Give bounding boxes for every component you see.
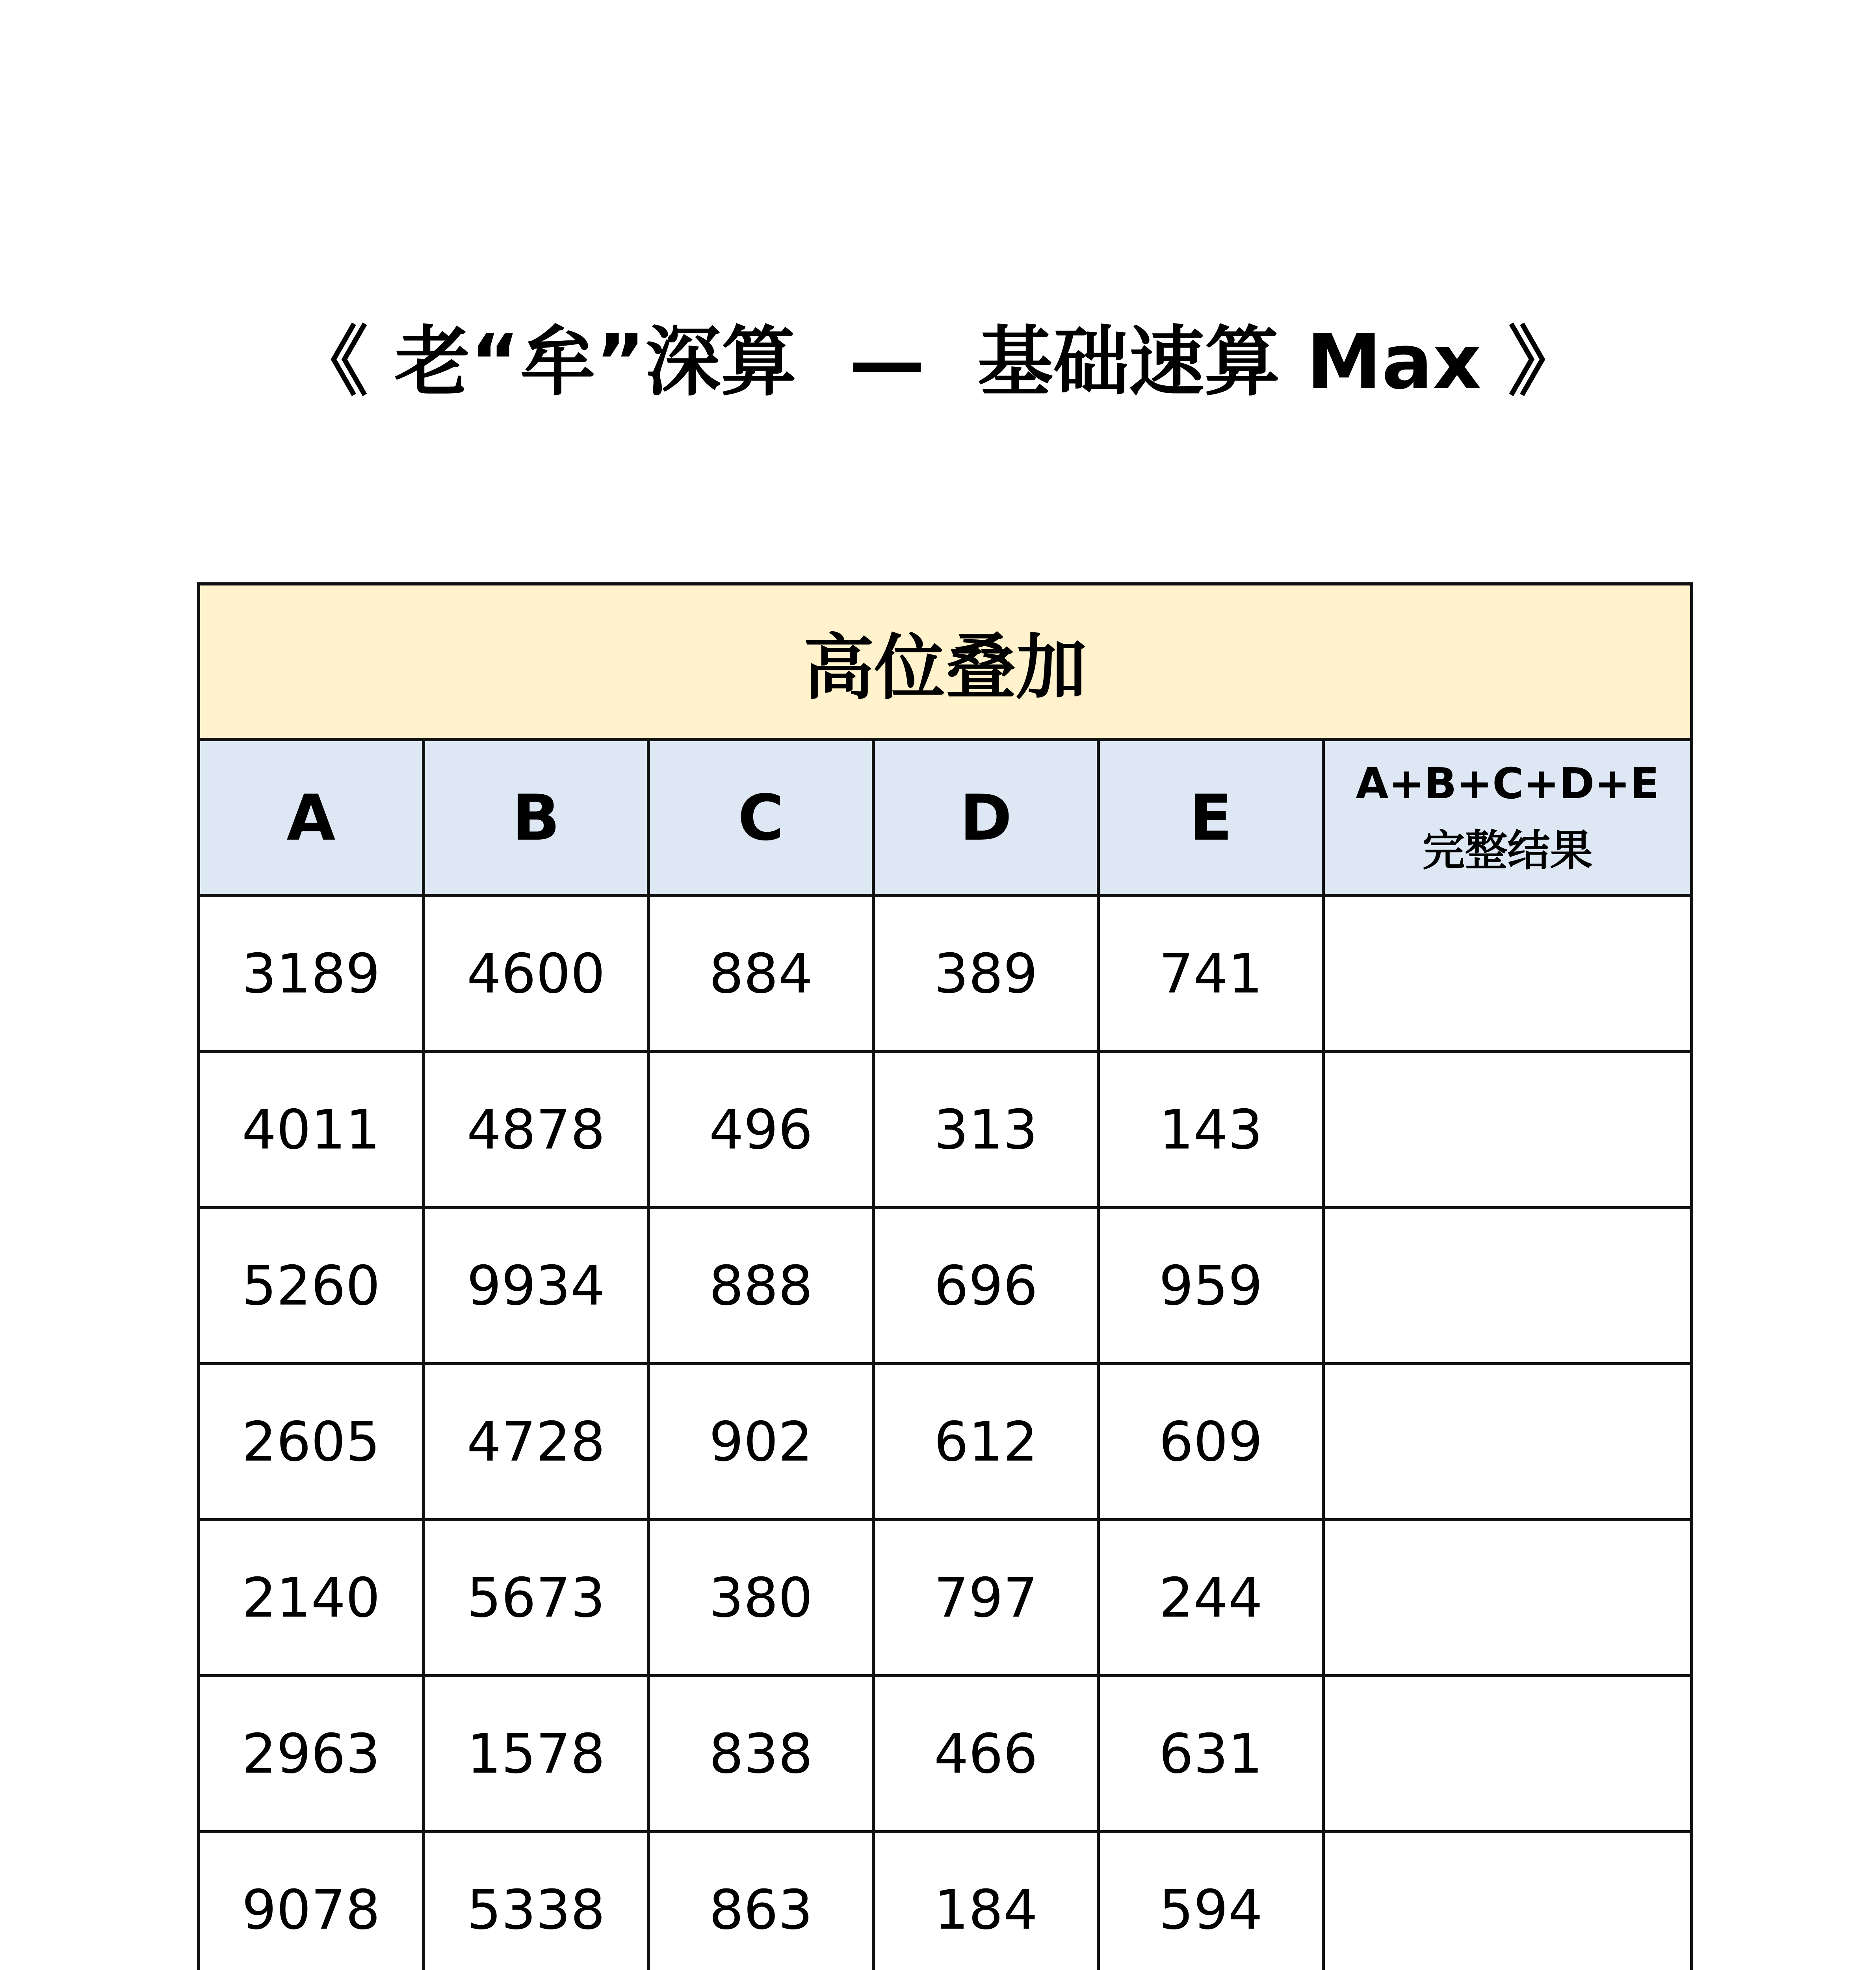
- column-header-b: B: [423, 740, 648, 896]
- cell-c: 888: [648, 1208, 873, 1364]
- cell-d: 466: [873, 1676, 1098, 1832]
- banner-row: [199, 584, 1692, 740]
- cell-d: 797: [873, 1520, 1098, 1676]
- table-row: [199, 1832, 1692, 1970]
- cell-a: 4011: [199, 1052, 423, 1208]
- cell-e: 143: [1098, 1052, 1323, 1208]
- cell-d: 313: [873, 1052, 1098, 1208]
- answer-cell[interactable]: [1323, 1520, 1692, 1676]
- table-row: [199, 1208, 1692, 1364]
- cell-d: 389: [873, 896, 1098, 1052]
- column-header-result: [1323, 740, 1692, 896]
- cell-a: 2963: [199, 1676, 423, 1832]
- cell-c: 902: [648, 1364, 873, 1520]
- cell-a: 2140: [199, 1520, 423, 1676]
- cell-b: 4878: [423, 1052, 648, 1208]
- cell-b: 9934: [423, 1208, 648, 1364]
- answer-cell[interactable]: [1323, 1832, 1692, 1970]
- cell-e: 244: [1098, 1520, 1323, 1676]
- cell-c: 863: [648, 1832, 873, 1970]
- cell-a: 2605: [199, 1364, 423, 1520]
- cell-b: 5338: [423, 1832, 648, 1970]
- cell-e: 594: [1098, 1832, 1323, 1970]
- cell-c: 838: [648, 1676, 873, 1832]
- column-header-row: [199, 740, 1692, 896]
- table-row: [199, 1052, 1692, 1208]
- answer-cell[interactable]: [1323, 896, 1692, 1052]
- column-header-c: C: [648, 740, 873, 896]
- cell-a: 9078: [199, 1832, 423, 1970]
- answer-cell[interactable]: [1323, 1364, 1692, 1520]
- column-header-e: E: [1098, 740, 1323, 896]
- worksheet-table: [197, 582, 1693, 1970]
- cell-b: 4728: [423, 1364, 648, 1520]
- cell-e: 959: [1098, 1208, 1323, 1364]
- table-row: [199, 896, 1692, 1052]
- answer-cell[interactable]: [1323, 1676, 1692, 1832]
- cell-c: 884: [648, 896, 873, 1052]
- page-title: 《 老“牟”深算 — 基础速算 Max 》: [292, 318, 1584, 406]
- cell-d: 696: [873, 1208, 1098, 1364]
- table-row: [199, 1520, 1692, 1676]
- cell-d: 184: [873, 1832, 1098, 1970]
- column-header-a: A: [199, 740, 423, 896]
- result-header-formula: A+B+C+D+E: [1356, 759, 1659, 808]
- result-header-caption: 完整结果: [1422, 826, 1593, 875]
- cell-a: 5260: [199, 1208, 423, 1364]
- cell-c: 380: [648, 1520, 873, 1676]
- answer-cell[interactable]: [1323, 1208, 1692, 1364]
- cell-a: 3189: [199, 896, 423, 1052]
- cell-c: 496: [648, 1052, 873, 1208]
- cell-e: 631: [1098, 1676, 1323, 1832]
- cell-d: 612: [873, 1364, 1098, 1520]
- cell-e: 609: [1098, 1364, 1323, 1520]
- table-row: [199, 1364, 1692, 1520]
- column-header-d: D: [873, 740, 1098, 896]
- table-row: [199, 1676, 1692, 1832]
- cell-b: 5673: [423, 1520, 648, 1676]
- cell-b: 1578: [423, 1676, 648, 1832]
- cell-e: 741: [1098, 896, 1323, 1052]
- section-banner: 高位叠加: [199, 584, 1692, 740]
- answer-cell[interactable]: [1323, 1052, 1692, 1208]
- cell-b: 4600: [423, 896, 648, 1052]
